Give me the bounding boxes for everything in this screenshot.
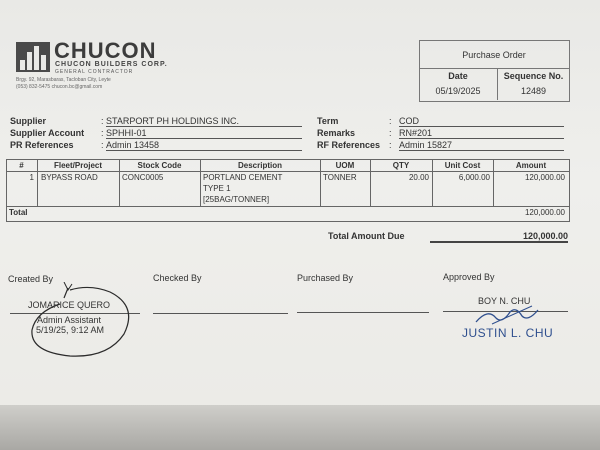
- po-date-value: 05/19/2025: [435, 86, 481, 96]
- supplier-value: STARPORT PH HOLDINGS INC.: [106, 116, 302, 127]
- supplier-account-label: Supplier Account: [10, 128, 85, 138]
- purchased-by-label: Purchased By: [297, 273, 354, 283]
- row-stock-code: CONC0005: [122, 173, 164, 182]
- pr-references-label: PR References: [10, 140, 74, 150]
- col-header-amount: Amount: [515, 161, 547, 170]
- col-header-no: #: [19, 161, 24, 170]
- col-header-project: Fleet/Project: [53, 161, 102, 170]
- created-by-role: Admin Assistant: [37, 315, 102, 325]
- supplier-account-value: SPHHI-01: [106, 128, 302, 139]
- company-sub-name: CHUCON BUILDERS CORP.: [55, 61, 168, 68]
- col-header-unit-cost: Unit Cost: [444, 161, 481, 170]
- company-name: CHUCON: [54, 38, 157, 63]
- po-seq-value: 12489: [520, 86, 547, 96]
- company-address: Brgy. 92, Marasbaras, Tacloban City, Leyte: [16, 77, 111, 83]
- col-header-uom: UOM: [335, 161, 355, 170]
- row-no: 1: [29, 173, 34, 182]
- supplier-label: Supplier: [10, 116, 47, 126]
- remarks-value: RN#201: [399, 128, 564, 139]
- purchase-order-document: CHUCON CHUCON BUILDERS CORP. GENERAL CONTRACTOR Brgy. 92, Marasbaras, Tacloban City, Leyte (053) 832-5475 chucon.bc@gmail.com Purchase Order Date Sequence No. 05/19/2025 12489 Supplier Supplier Account PR References : : : STARPORT PH HOLDINGS INC. SPHHI-01 Admin 13458 Term Remarks RF References : : : COD RN#201 Admin 15827 # Fleet/Project Stock Code Description UOM QTY Unit Cost Amount 1 BYPASS ROAD CONC0005 PORTLAND CEMENT TYPE 1 [25BAG/TONNER] TONNER 20.00 6,000.00 120,000.00 Total 120,000.00 Total Amount Due 120,000.00 Created By Checked By Purchased By Approved By JOMARICE QUERO Admin Assistant 5/19/25, 9:12 AM BOY N. CHU JUSTIN L. CHU: [0, 0, 600, 450]
- row-description-line1: PORTLAND CEMENT: [203, 173, 283, 182]
- company-logo-icon: [16, 42, 50, 72]
- company-tagline: GENERAL CONTRACTOR: [55, 69, 134, 75]
- approver-name-2-stamp: JUSTIN L. CHU: [462, 326, 554, 340]
- total-label: Total: [9, 208, 28, 217]
- row-qty: 20.00: [408, 173, 429, 182]
- rf-references-value: Admin 15827: [399, 140, 564, 151]
- pr-references-value: Admin 13458: [106, 140, 302, 151]
- term-value: COD: [399, 116, 564, 127]
- col-header-qty: QTY: [392, 161, 410, 170]
- row-description-line2: TYPE 1: [203, 184, 231, 193]
- rf-references-label: RF References: [317, 140, 381, 150]
- checked-by-label: Checked By: [153, 273, 202, 283]
- created-by-label: Created By: [8, 274, 54, 284]
- col-header-stock-code: Stock Code: [137, 161, 182, 170]
- created-by-name: JOMARICE QUERO: [28, 300, 111, 310]
- row-amount: 120,000.00: [524, 173, 565, 182]
- total-due-value: 120,000.00: [430, 231, 568, 243]
- po-title: Purchase Order: [462, 50, 526, 60]
- row-project: BYPASS ROAD: [41, 173, 98, 182]
- po-date-label: Date: [448, 71, 468, 81]
- approver-signature-icon: [472, 304, 542, 326]
- created-by-timestamp: 5/19/25, 9:12 AM: [36, 325, 105, 335]
- row-unit-cost: 6,000.00: [458, 173, 490, 182]
- row-description-line3: [25BAG/TONNER]: [203, 195, 270, 204]
- col-header-description: Description: [237, 161, 282, 170]
- approved-by-label: Approved By: [443, 272, 495, 282]
- approver-name-1: BOY N. CHU: [478, 296, 531, 306]
- total-value: 120,000.00: [524, 208, 565, 217]
- remarks-label: Remarks: [317, 128, 356, 138]
- term-label: Term: [317, 116, 339, 126]
- po-seq-label: Sequence No.: [503, 71, 564, 81]
- total-due-label: Total Amount Due: [328, 231, 405, 241]
- company-contact: (053) 832-5475 chucon.bc@gmail.com: [16, 84, 103, 90]
- row-uom: TONNER: [323, 173, 357, 182]
